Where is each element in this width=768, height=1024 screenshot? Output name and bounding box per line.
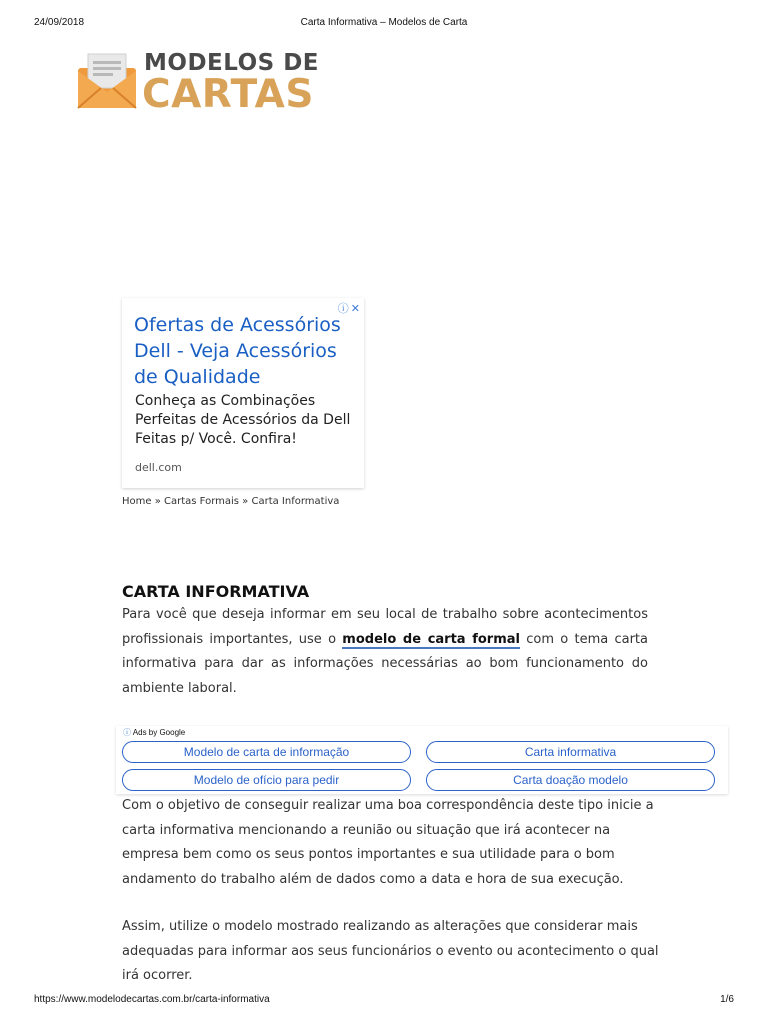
paragraph-text: Para você que deseja informar em seu local de trabalho sobre acontecimentos profissionais importantes, use o xyxy=(122,607,648,647)
page-number: 1/6 xyxy=(720,994,734,1005)
print-page-title: Carta Informativa – Modelos de Carta xyxy=(300,17,468,28)
google-ads-links xyxy=(116,726,728,794)
paragraph-text: com o tema carta informativa para dar as informações necessárias ao bom funcionamento do ambiente laboral. xyxy=(122,631,648,696)
print-url: https://www.modelodecartas.com.br/carta-informativa xyxy=(34,994,270,1005)
ad-link-button[interactable]: Modelo de carta de informação xyxy=(122,741,411,763)
ad-headline[interactable]: Ofertas de Acessórios Dell - Veja Acessórios de Qualidade xyxy=(134,314,341,388)
logo-text-top: MODELOS DE xyxy=(144,50,320,76)
close-icon[interactable]: ✕ xyxy=(350,302,360,315)
article-paragraph xyxy=(122,603,648,701)
envelope-icon xyxy=(76,52,138,110)
ad-body: Conheça as Combinações Perfeitas de Acessórios da Dell Feitas p/ Você. Confira! xyxy=(135,393,351,447)
info-icon[interactable]: ⓘ xyxy=(123,728,131,737)
article-title: CARTA INFORMATIVA xyxy=(122,582,310,601)
breadcrumb-separator: » xyxy=(238,496,252,507)
site-logo[interactable] xyxy=(76,50,320,117)
breadcrumb xyxy=(122,496,339,507)
breadcrumb-separator: » xyxy=(151,496,165,507)
adchoices-icon[interactable]: ⓘ xyxy=(337,302,349,315)
article-paragraph: Assim, utilize o modelo mostrado realizando as alterações que considerar mais adequadas para informar aos seus funcionários o evento ou acontecimento o qual irá ocorrer. xyxy=(122,919,659,983)
ads-label-text: Ads by Google xyxy=(132,728,186,737)
breadcrumb-category[interactable]: Cartas Formais xyxy=(164,496,239,507)
ad-domain[interactable]: dell.com xyxy=(135,461,182,474)
ad-link-button[interactable]: Modelo de ofício para pedir xyxy=(122,769,411,791)
breadcrumb-home[interactable]: Home xyxy=(122,496,152,507)
breadcrumb-current: Carta Informativa xyxy=(251,496,340,507)
display-ad[interactable] xyxy=(122,298,364,488)
print-date: 24/09/2018 xyxy=(34,17,85,28)
ad-link-button[interactable]: Carta doação modelo xyxy=(426,769,715,791)
ad-link-button[interactable]: Carta informativa xyxy=(426,741,715,763)
formal-letter-link[interactable]: modelo de carta formal xyxy=(342,631,520,647)
logo-text-bottom: CARTAS xyxy=(142,72,314,117)
article-paragraph: Com o objetivo de conseguir realizar uma boa correspondência deste tipo inicie a carta informativa mencionando a reunião ou situação que irá acontecer na empresa bem como os seus pontos importantes e sua utilidade para o bom andamento do trabalho além de dados como a data e hora de sua execução. xyxy=(122,798,654,887)
ads-by-google-label[interactable] xyxy=(123,727,185,738)
